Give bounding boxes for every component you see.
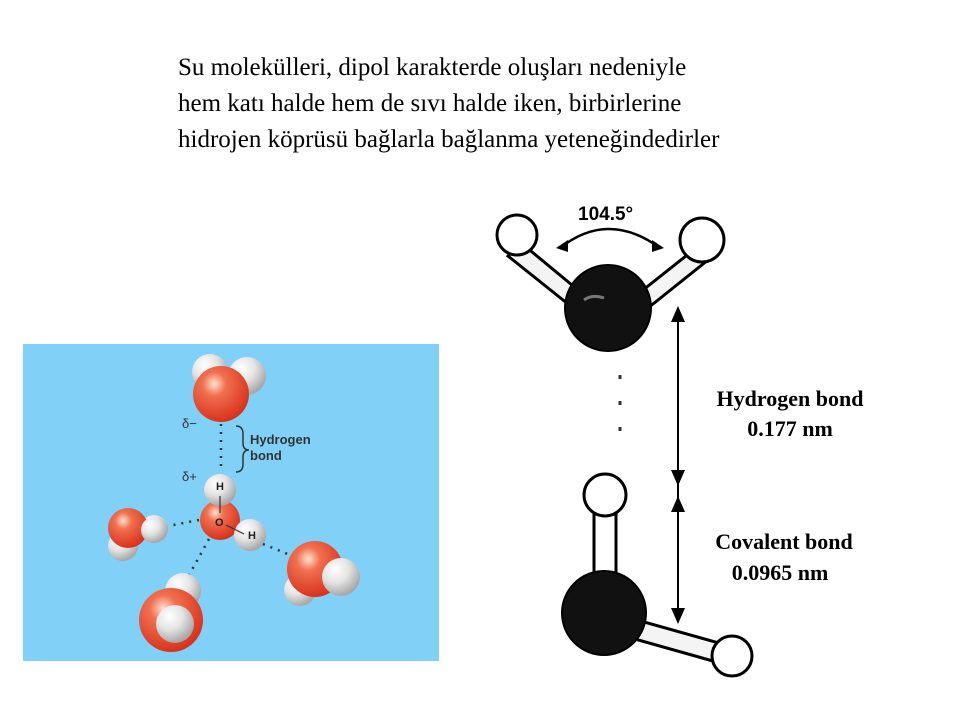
- hydrogen-bond-label-line2: bond: [250, 448, 282, 463]
- atom-label-o: O: [215, 517, 224, 529]
- arrowhead-bottom: [671, 608, 685, 624]
- arrowhead-top: [671, 306, 685, 322]
- covalent-bond-length: 0.0965 nm: [731, 560, 829, 585]
- hydrogen-atom: [712, 636, 752, 676]
- atom-label-h-right: H: [248, 530, 256, 542]
- hydrogen-bond-dots: [263, 544, 295, 557]
- hydrogen-atom: [584, 474, 626, 516]
- bond-length-diagram: [480, 190, 900, 700]
- water-molecule-lower: [562, 474, 752, 676]
- water-molecule-bottom-right: [284, 541, 360, 606]
- bond-angle-label: 104.5°: [578, 204, 634, 225]
- arrowhead-mid-down: [671, 470, 685, 486]
- hydrogen-atom: [497, 215, 537, 255]
- hydrogen-bond-brace: [236, 426, 249, 472]
- water-molecule-left: [108, 508, 168, 561]
- water-molecule-central: [200, 474, 266, 551]
- delta-plus-label: δ+: [182, 469, 197, 484]
- water-molecule-bottom: [139, 573, 203, 652]
- water-network-diagram: [23, 344, 439, 661]
- hydrogen-atom: [322, 558, 360, 596]
- oxygen-atom: [193, 366, 249, 422]
- oxygen-atom: [565, 265, 651, 351]
- bond-angle-arc: [560, 229, 660, 248]
- arrowhead-mid-up: [671, 496, 685, 512]
- hydrogen-atom: [141, 517, 167, 543]
- caption-line-2: hem katı halde hem de sıvı halde iken, birbirlerine: [178, 90, 682, 117]
- hydrogen-atom: [156, 605, 194, 643]
- water-molecule-upper: [497, 215, 724, 351]
- angle-arrowhead: [556, 240, 568, 252]
- caption-line-1: Su molekülleri, dipol karakterde oluşları nedeniyle: [178, 54, 687, 81]
- caption: [178, 50, 938, 158]
- caption-line-3: hidrojen köprüsü bağlarla bağlanma yeteneğindedirler: [178, 126, 720, 153]
- hydrogen-bond-title: Hydrogen bond: [716, 386, 864, 411]
- water-network-panel: [23, 344, 439, 661]
- hydrogen-atom: [680, 218, 724, 262]
- hydrogen-bond-length: 0.177 nm: [747, 416, 833, 441]
- water-molecule-top: [192, 354, 266, 422]
- delta-minus-label: δ−: [182, 416, 197, 431]
- atom-label-h-top: H: [216, 481, 224, 493]
- oxygen-atom: [562, 571, 646, 655]
- hydrogen-bond-label-line1: Hydrogen: [250, 432, 311, 447]
- angle-arrowhead: [652, 240, 664, 252]
- covalent-bond-title: Covalent bond: [715, 529, 853, 554]
